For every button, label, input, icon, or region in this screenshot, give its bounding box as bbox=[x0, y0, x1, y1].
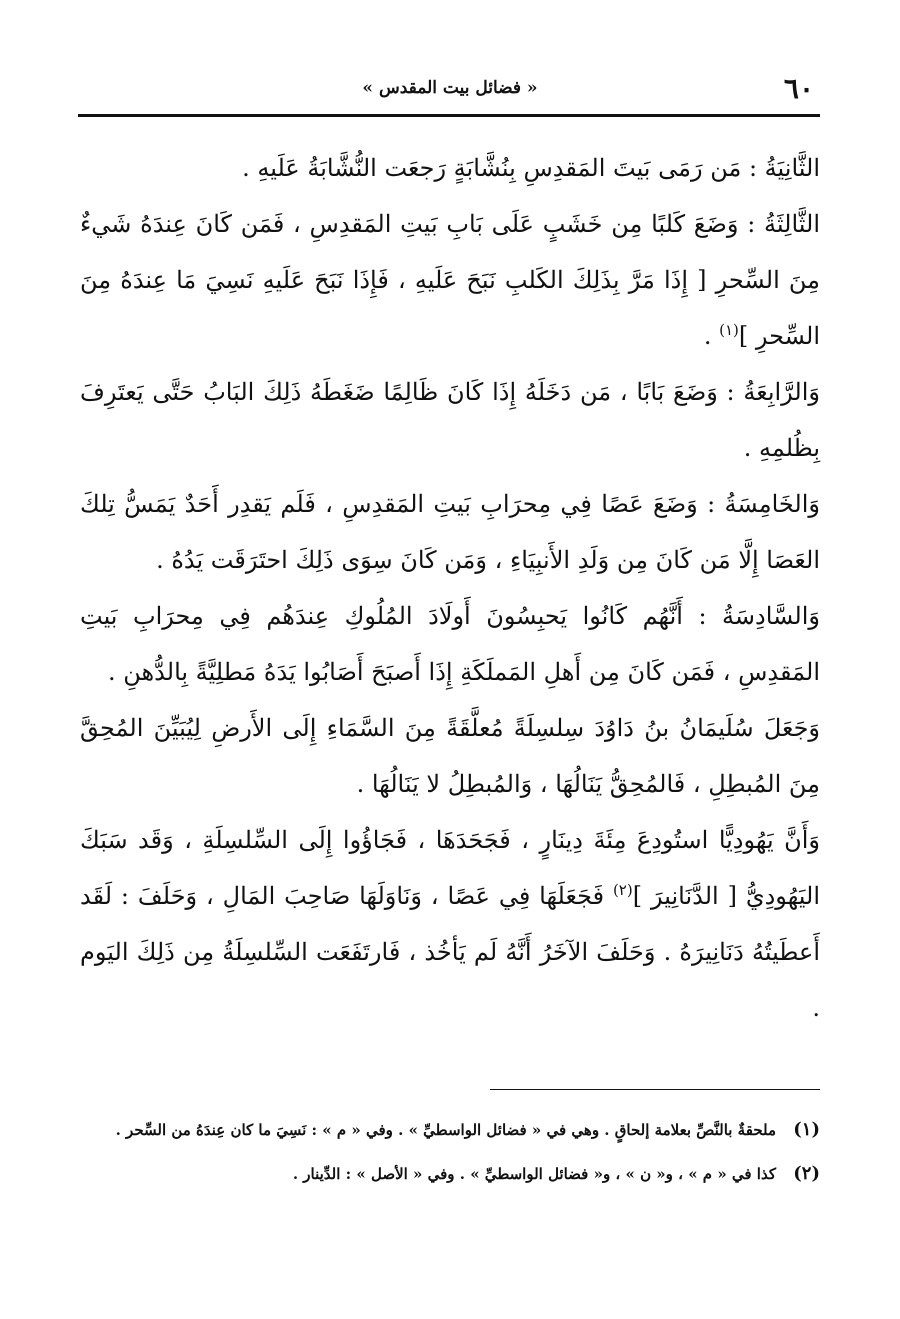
paragraph-sixth: وَالسَّادِسَةُ : أَنَّهُم كَانُوا يَحبِسُونَ أَولَادَ المُلُوكِ عِندَهُم فِي مِحرَابِ بَيتِ المَقدِسِ ، فَمَن كَانَ مِن أَهلِ المَملَكَةِ إِذَا أَصبَحَ أَصَابُوا يَدَهُ مَطلِيَّةً بِالدُّهنِ . bbox=[80, 602, 820, 686]
page-number: ٦٠ bbox=[783, 72, 814, 105]
paragraph-second: الثَّانِيَةُ : مَن رَمَى بَيتَ المَقدِسِ بِنُشَّابَةٍ رَجعَت النُّشَّابَةُ عَلَيهِ . bbox=[242, 154, 820, 182]
paragraph-third-text: الثَّالِثَةُ : وَضَعَ كَلبًا مِن خَشَبٍ عَلَى بَابِ بَيتِ المَقدِسِ ، فَمَن كَانَ عِندَهُ شَيءٌ مِنَ السِّحرِ [ إِذَا مَرَّ بِذَلِكَ الكَلبِ نَبَحَ عَلَيهِ ، فَإِذَا نَبَحَ عَلَيهِ نَسِيَ مَا عِندَهُ مِنَ السِّحرِ ] bbox=[80, 210, 820, 350]
footnote-separator bbox=[490, 1089, 820, 1090]
running-title: « فضائل بيت المقدس » bbox=[362, 78, 538, 98]
paragraph-third bbox=[80, 196, 820, 364]
paragraph-third-end: . bbox=[703, 322, 720, 350]
main-text bbox=[80, 140, 820, 1036]
footnote-number: (١) bbox=[793, 1119, 820, 1140]
paragraph-jew-story-start: وَأَنَّ يَهُودِيًّا استُودِعَ مِئَةَ دِينَارٍ ، فَجَحَدَهَا ، فَجَاؤُوا إِلَى السِّلسِلَةِ ، وَقَد سَبَكَ اليَهُودِيُّ [ الدَّنَانِيرَ ] bbox=[80, 826, 820, 910]
footnote-reference-2: (٢) bbox=[612, 881, 633, 899]
footnote bbox=[80, 1112, 820, 1148]
footnote-text: كذا في « م » ، و« ن » ، و« فضائل الواسطيِّ » . وفي « الأصل » : الدِّينار . bbox=[292, 1165, 776, 1183]
paragraph-jew-story-end: فَجَعَلَهَا فِي عَصًا ، وَنَاوَلَهَا صَاحِبَ المَالِ ، وَحَلَفَ : لَقَد أَعطَيتُهُ دَنَانِيرَهُ . وَحَلَفَ الآخَرُ أَنَّهُ لَم يَأخُذ ، فَارتَفَعَت السِّلسِلَةُ مِن ذَلِكَ اليَوم . bbox=[80, 882, 820, 1022]
footnotes bbox=[80, 1112, 820, 1200]
paragraph-jew-story bbox=[80, 812, 820, 1036]
paragraph-fourth: وَالرَّابِعَةُ : وَضَعَ بَابًا ، مَن دَخَلَهُ إِذَا كَانَ ظَالِمًا ضَغَطَهُ ذَلِكَ البَابُ حَتَّى يَعتَرِفَ بِظُلمِهِ . bbox=[80, 378, 820, 462]
page-header bbox=[80, 68, 820, 108]
footnote bbox=[80, 1156, 820, 1192]
footnote-reference-1: (١) bbox=[719, 321, 739, 339]
paragraph-fifth: وَالخَامِسَةُ : وَضَعَ عَصًا فِي مِحرَابِ بَيتِ المَقدِسِ ، فَلَم يَقدِر أَحَدٌ يَمَسُّ تِلكَ العَصَا إِلَّا مَن كَانَ مِن وَلَدِ الأَنبِيَاءِ ، وَمَن كَانَ سِوَى ذَلِكَ احتَرَقَت يَدُهُ . bbox=[80, 490, 820, 574]
footnote-text: ملحقةٌ بالنَّصِّ بعلامة إلحاقٍ . وهي في « فضائل الواسطيِّ » . وفي « م » : نَسِيَ ما كان عِندَهُ من السِّحر . bbox=[115, 1121, 776, 1139]
header-rule bbox=[78, 114, 820, 117]
paragraph-chain: وَجَعَلَ سُلَيمَانُ بنُ دَاوُدَ سِلسِلَةً مُعلَّقَةً مِنَ السَّمَاءِ إِلَى الأَرضِ لِيُبَيِّنَ المُحِقَّ مِنَ المُبطِلِ ، فَالمُحِقُّ يَنَالُهَا ، وَالمُبطِلُ لا يَنَالُهَا . bbox=[80, 714, 820, 798]
footnote-number: (٢) bbox=[793, 1163, 820, 1184]
